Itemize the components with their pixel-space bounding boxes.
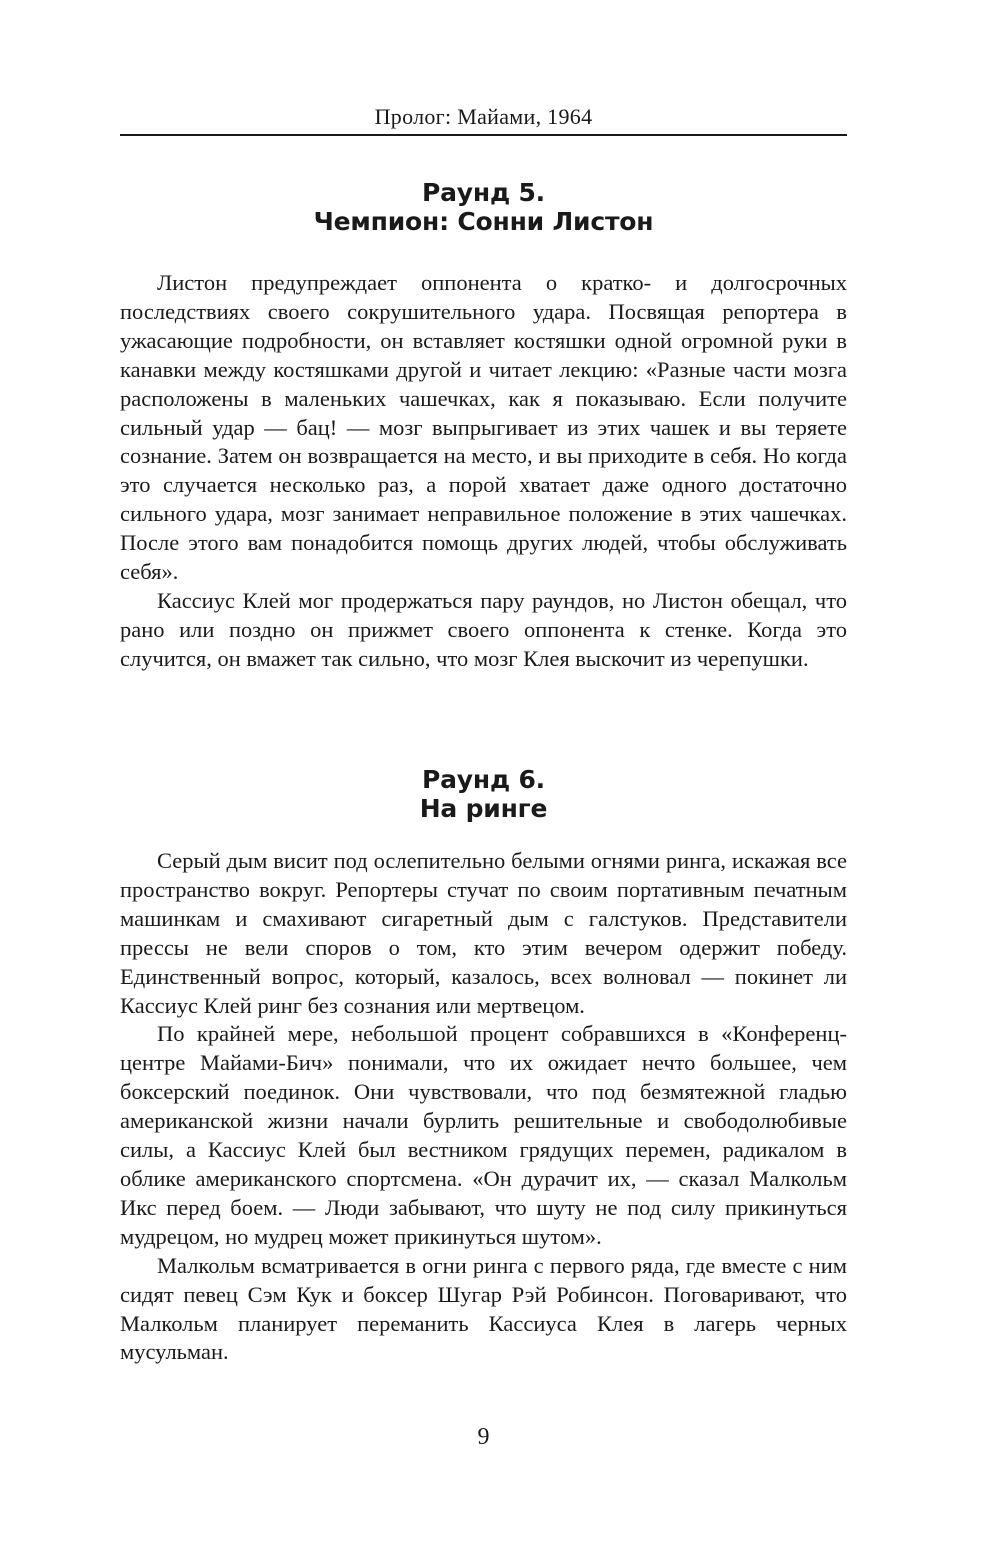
heading-round-number: Раунд 6. [422,765,545,794]
heading-round-number: Раунд 5. [422,178,545,207]
paragraph: Серый дым висит под ослепительно белыми огнями ринга, искажая все пространство вокруг. Репортеры стучат по своим портативным печатным машинкам и смахивают сигаретный дым с галстуков. Представители прессы не вели споров о том, кто этим вечером одержит победу. Единственный вопрос, который, казалось, всех волновал — покинет ли Кассиус Клей ринг без сознания или мертвецом. [120,848,847,1018]
section-heading-round-5 [120,178,847,236]
paragraph: Кассиус Клей мог продержаться пару раундов, но Листон обещал, что рано или поздно он прижмет своего оппонента к стенке. Когда это случится, он вмажет так сильно, что мозг Клея выскочит из черепушки. [120,587,847,671]
paragraph: Листон предупреждает оппонента о кратко- и долгосрочных последствиях своего сокрушительного удара. Посвящая репортера в ужасающие подробности, он вставляет костяшки одной огромной руки в канавки между костяшками другой и читает лекцию: «Разные части мозга расположены в маленьких чашечках, как я показываю. Если получите сильный удар — бац! — мозг выпрыгивает из этих чашек и вы теряете сознание. Затем он возвращается на место, и вы приходите в себя. Но когда это случается несколько раз, а порой хватает даже одного достаточно сильного удара, мозг занимает неправильное положение в этих чашечках. После этого вам понадобится помощь других людей, чтобы обслуживать себя». [120,270,847,585]
paragraph: Малкольм всматривается в огни ринга с первого ряда, где вместе с ним сидят певец Сэм Кук и боксер Шугар Рэй Робинсон. Поговаривают, что Малкольм планирует переманить Кассиуса Клея в лагерь черных мусульман. [120,1252,847,1365]
section-body-round-5 [120,269,847,674]
page-number: 9 [477,1424,490,1450]
heading-title: Чемпион: Сонни Листон [313,207,654,236]
paragraph: По крайней мере, небольшой процент собравшихся в «Конференц-центре Майами-Бич» понимали, что их ожидает нечто большее, чем боксерский поединок. Они чувствовали, что под безмятежной гладью американской жизни начали бурлить решительные и свободолюбивые силы, а Кассиус Клей был вестником грядущих перемен, радикалом в облике американского спортсмена. «Он дурачит их, — сказал Малкольм Икс перед боем. — Люди забывают, что шуту не под силу прикинуться мудрецом, но мудрец может прикинуться шутом». [120,1021,847,1249]
running-head: Пролог: Майами, 1964 [374,104,593,129]
section-heading-round-6 [120,765,847,823]
header-rule [120,134,847,136]
section-body-round-6 [120,847,847,1367]
heading-title: На ринге [419,794,548,823]
